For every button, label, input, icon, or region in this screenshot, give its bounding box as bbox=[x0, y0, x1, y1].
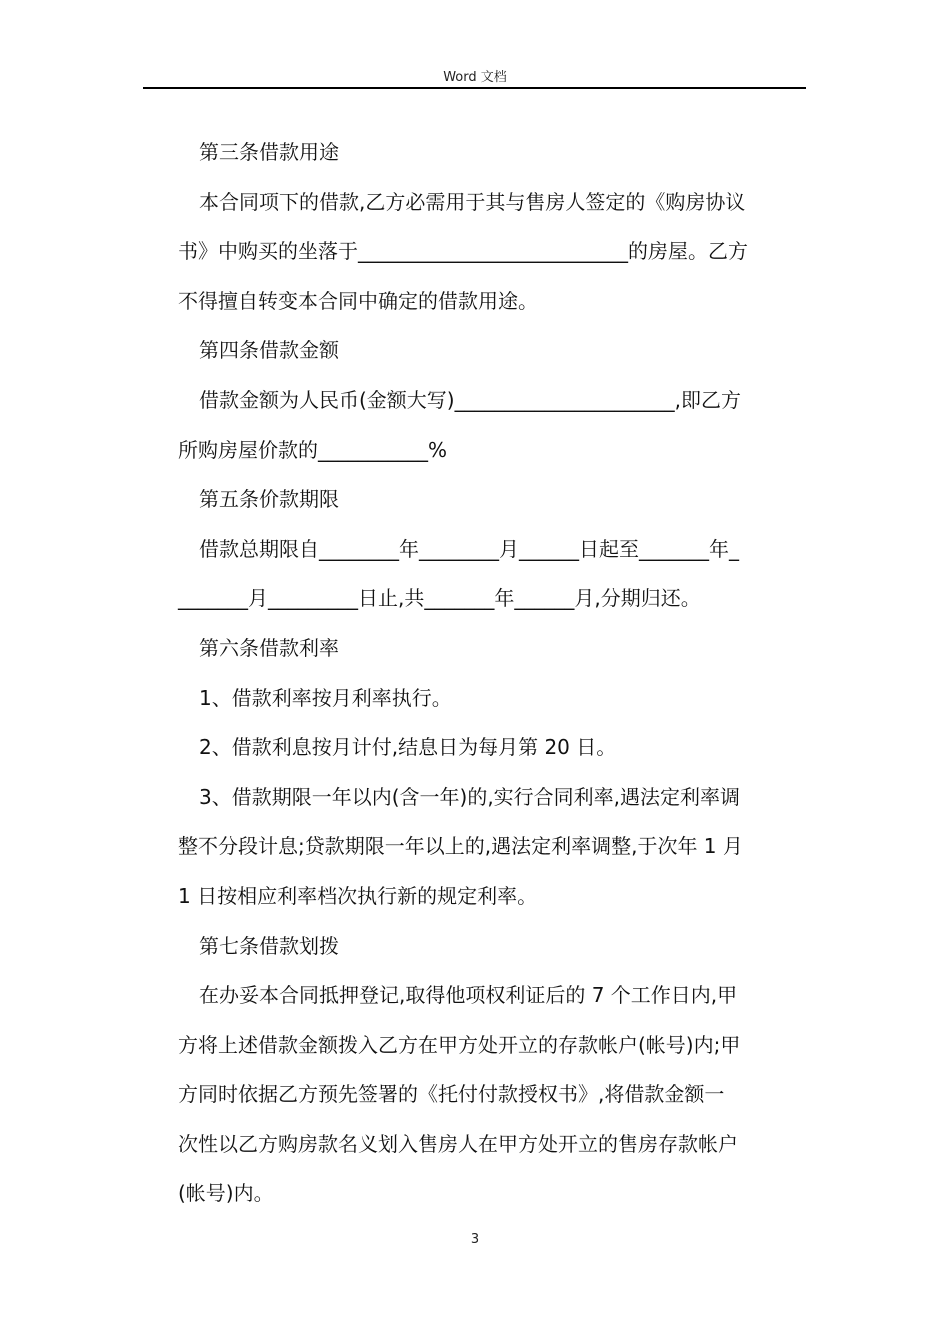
text-line: 本合同项下的借款,乙方必需用于其与售房人签定的《购房协议 bbox=[199, 189, 746, 214]
paragraph-loan-purpose bbox=[178, 178, 808, 327]
text-line: 方同时依据乙方预先签署的《托付付款授权书》,将借款金额一 bbox=[178, 1082, 725, 1107]
text-line: 在办妥本合同抵押登记,取得他项权利证后的 7 个工作日内,甲 bbox=[199, 983, 738, 1008]
text-line: _______月_________日止,共_______年______月,分期归还。 bbox=[178, 586, 701, 611]
heading-article-6 bbox=[178, 624, 808, 674]
text-line: 整不分段计息;贷款期限一年以上的,遇法定利率调整,于次年 1 月 bbox=[178, 834, 743, 859]
text-line: 第三条借款用途 bbox=[199, 140, 339, 164]
text-line: 借款金额为人民币(金额大写)______________________,即乙方 bbox=[199, 387, 741, 412]
text-line: 第六条借款利率 bbox=[199, 635, 339, 660]
text-line: 次性以乙方购房款名义划入售房人在甲方处开立的售房存款帐户 bbox=[178, 1131, 738, 1156]
document-body bbox=[178, 128, 808, 1219]
text-line: 方将上述借款金额拨入乙方在甲方处开立的存款帐户(帐号)内;甲 bbox=[178, 1032, 741, 1057]
text-line: 第五条价款期限 bbox=[199, 487, 339, 512]
text-line: 1 日按相应利率档次执行新的规定利率。 bbox=[178, 883, 538, 908]
list-item-rate-3 bbox=[178, 773, 808, 922]
page-number: 3 bbox=[470, 1232, 480, 1247]
text-line: 第七条借款划拨 bbox=[199, 933, 339, 958]
text-line: 书》中购买的坐落于___________________________的房屋。乙方 bbox=[178, 239, 748, 264]
heading-article-7 bbox=[178, 922, 808, 972]
list-item-rate-2 bbox=[178, 723, 808, 773]
text-line: 2、借款利息按月计付,结息日为每月第 20 日。 bbox=[199, 735, 617, 760]
text-line: 借款总期限自________年________月______日起至_______年_ bbox=[199, 536, 739, 561]
text-line: (帐号)内。 bbox=[178, 1181, 274, 1206]
text-line: 所购房屋价款的___________% bbox=[178, 437, 448, 462]
paragraph-loan-transfer bbox=[178, 971, 808, 1219]
text-line: 第四条借款金额 bbox=[199, 338, 339, 363]
paragraph-loan-amount bbox=[178, 376, 808, 475]
text-line: 不得擅自转变本合同中确定的借款用途。 bbox=[178, 288, 538, 313]
text-line: 1、借款利率按月利率执行。 bbox=[199, 685, 452, 710]
list-item-rate-1 bbox=[178, 674, 808, 724]
page-header: Word 文档 bbox=[443, 70, 507, 85]
heading-article-3 bbox=[178, 128, 808, 178]
heading-article-4 bbox=[178, 326, 808, 376]
paragraph-loan-term bbox=[178, 525, 808, 624]
heading-article-5 bbox=[178, 475, 808, 525]
header-divider bbox=[143, 87, 806, 89]
text-line: 3、借款期限一年以内(含一年)的,实行合同利率,遇法定利率调 bbox=[199, 784, 741, 809]
